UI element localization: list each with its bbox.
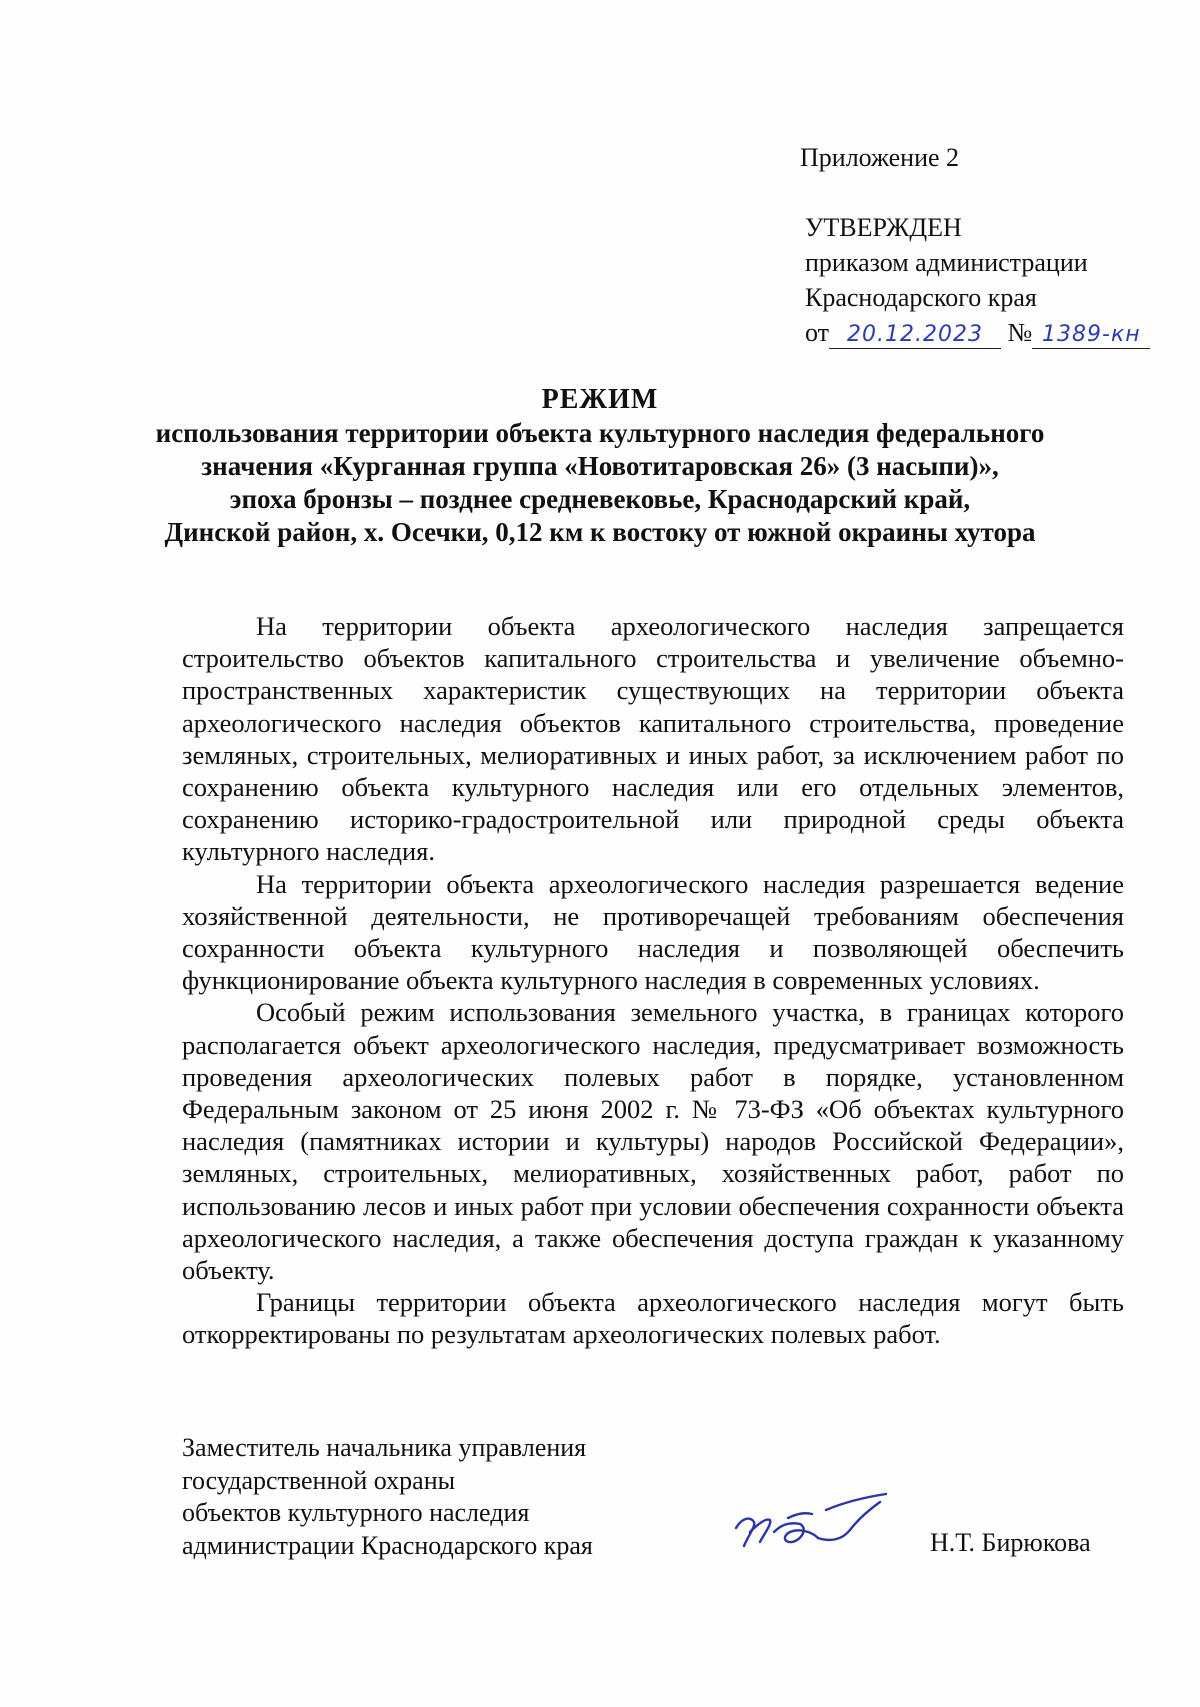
order-date-field [829,320,1001,349]
appendix-label: Приложение 2 [800,143,960,172]
date-prefix: от [805,318,830,347]
document-body [182,610,1124,1351]
approved-by-line-1: приказом администрации [805,248,1088,277]
title-line-4: Динской район, х. Осечки, 0,12 км к востоку от южной окраины хутора [164,517,1036,547]
order-date-number-line [805,315,1150,350]
position-line-3: объектов культурного наследия [182,1498,530,1527]
title-line-2: значения «Курганная группа «Новотитаровская 26» (3 насыпи)», [201,451,999,481]
order-number-field [1032,320,1150,349]
title-line-3: эпоха бронзы – позднее средневековье, Краснодарский край, [229,484,971,514]
document-title [150,383,1050,549]
body-paragraph-1: На территории объекта археологического наследия запрещается строительство объектов капитального строительства и увеличение объемно-пространственных характеристик существующих на территории объекта археологического наследия объектов капитального строительства, проведение земляных, строительных, мелиоративных и иных работ, за исключением работ по сохранению объекта культурного наследия или его отдельных элементов, сохранению историко-градостроительной или природной среды объекта культурного наследия. [182,611,1124,867]
body-paragraph-3: Особый режим использования земельного участка, в границах которого располагается объект археологического наследия, предусматривает возможность проведения археологических полевых работ в порядке, установленном Федеральным законом от 25 июня 2002 г. № 73-ФЗ «Об объектах культурного наследия (памятниках истории и культуры) народов Российской Федерации», земляных, строительных, мелиоративных, хозяйственных работ, работ по использованию лесов и иных работ при условии обеспечения сохранности объекта археологического наследия, а также обеспечения доступа граждан к указанному объекту. [182,997,1124,1286]
body-paragraph-4: Границы территории объекта археологического наследия могут быть откорректированы по результатам археологических полевых работ. [182,1287,1124,1350]
approved-by-line-2: Краснодарского края [805,283,1037,312]
number-prefix: № [1007,318,1033,347]
order-number-handwritten: 1389-кн [1042,322,1141,347]
signature-strokes [736,1494,886,1546]
position-line-2: государственной охраны [182,1465,456,1495]
order-date-handwritten: 20.12.2023 [847,322,984,347]
title-main: РЕЖИМ [541,384,659,415]
title-line-1: использования территории объекта культурного наследия федерального [155,418,1045,448]
signatory-name: Н.Т. Бирюкова [930,1528,1091,1557]
approved-heading: УТВЕРЖДЕН [805,213,962,242]
body-paragraph-2: На территории объекта археологического наследия разрешается ведение хозяйственной деятельности, не противоречащей требованиям обеспечения сохранности объекта культурного наследия и позволяющей обеспечить функционирование объекта культурного наследия в современных условиях. [182,868,1124,996]
position-line-1: Заместитель начальника управления [182,1433,587,1462]
handwritten-signature [730,1488,890,1558]
position-line-4: администрации Краснодарского края [182,1530,593,1560]
signatory-position [182,1432,593,1562]
approval-block [805,210,1150,350]
